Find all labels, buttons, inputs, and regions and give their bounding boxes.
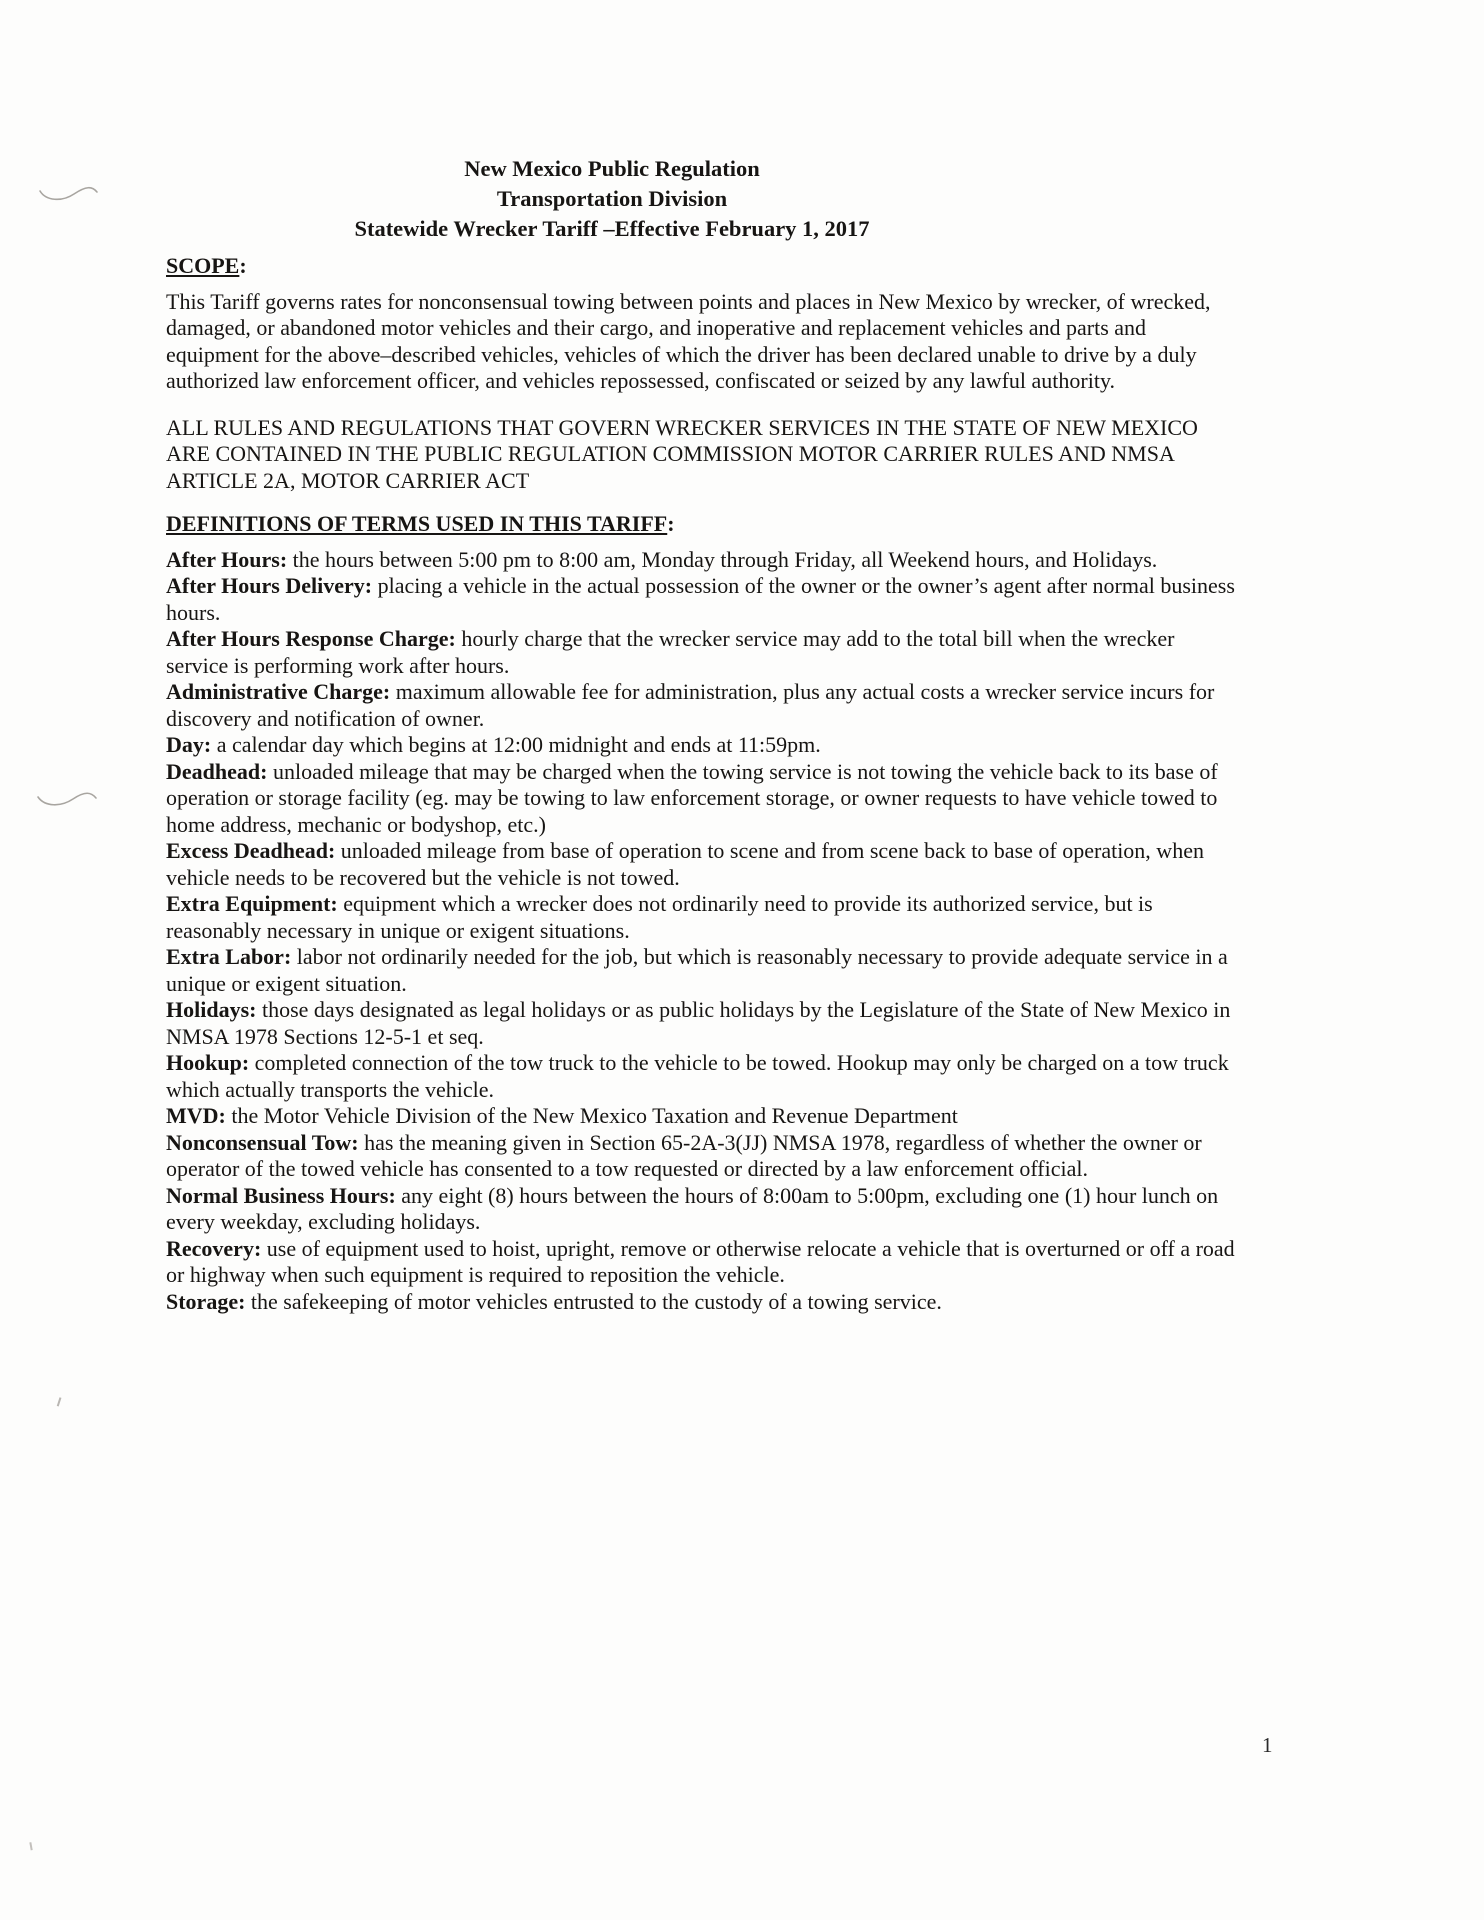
definition-text: the hours between 5:00 pm to 8:00 am, Monday through Friday, all Weekend hours, and Holidays. <box>292 546 1158 572</box>
definition-item <box>166 1130 1238 1183</box>
definition-term: After Hours: <box>166 546 288 572</box>
page-number: 1 <box>1262 1733 1273 1757</box>
title-line-2: Transportation Division <box>496 186 728 211</box>
definition-item <box>166 759 1238 839</box>
definitions-heading <box>166 511 1238 538</box>
definition-text: unloaded mileage from base of operation to scene and from scene back to base of operation, when vehicle needs to be recovered but the vehicle is not towed. <box>166 838 1204 890</box>
definition-text: those days designated as legal holidays or as public holidays by the Legislature of the State of New Mexico in NMSA 1978 Sections 12-5-1 et seq. <box>166 997 1231 1049</box>
definition-term: Storage: <box>166 1288 246 1314</box>
definition-item <box>166 838 1238 891</box>
definition-term: Holidays: <box>166 997 257 1022</box>
scope-heading-colon: : <box>239 253 247 278</box>
definition-item <box>166 1289 1238 1316</box>
definition-item <box>166 891 1238 944</box>
definitions-heading-text: DEFINITIONS OF TERMS USED IN THIS TARIFF <box>166 511 668 536</box>
definition-text: unloaded mileage that may be charged when the towing service is not towing the vehicle back to its base of operation or storage facility (eg. may be towing to law enforcement storage, or owner requests to have vehicle towed to home address, mechanic or bodyshop, etc.) <box>166 758 1218 837</box>
definition-term: Normal Business Hours: <box>166 1182 396 1208</box>
definition-term: Nonconsensual Tow: <box>166 1129 359 1155</box>
definition-text: equipment which a wrecker does not ordinarily need to provide its authorized service, but is reasonably necessary in unique or exigent situations. <box>166 891 1153 943</box>
document-title <box>166 154 1058 244</box>
definition-text: placing a vehicle in the actual possession of the owner or the owner’s agent after normal business hours. <box>166 573 1235 625</box>
definition-text: labor not ordinarily needed for the job, but which is reasonably necessary to provide adequate service in a unique or exigent situation. <box>166 944 1228 996</box>
definition-term: Deadhead: <box>166 758 268 784</box>
definition-text: the Motor Vehicle Division of the New Mexico Taxation and Revenue Department <box>231 1103 958 1128</box>
definition-term: Hookup: <box>166 1050 250 1075</box>
definition-item <box>166 1183 1238 1236</box>
scan-squiggle-icon <box>38 183 100 205</box>
definition-text: the safekeeping of motor vehicles entrusted to the custody of a towing service. <box>250 1288 942 1314</box>
scope-heading <box>166 253 1238 280</box>
definition-text: any eight (8) hours between the hours of 8:00am to 5:00pm, excluding one (1) hour lunch on every weekday, excluding holidays. <box>166 1182 1219 1234</box>
definition-term: Recovery: <box>166 1235 262 1261</box>
definition-text: use of equipment used to hoist, upright, remove or otherwise relocate a vehicle that is overturned or off a road or highway when such equipment is required to reposition the vehicle. <box>166 1235 1235 1287</box>
definition-item <box>166 1050 1238 1103</box>
definition-term: Excess Deadhead: <box>166 838 336 863</box>
definition-item <box>166 944 1238 997</box>
scope-paragraph: This Tariff governs rates for nonconsensual towing between points and places in New Mexico by wrecker, of wrecked, damaged, or abandoned motor vehicles and their cargo, and inoperative and replacement vehicles and parts and equipment for the above–described vehicles, vehicles of which the driver has been declared unable to drive by a duly authorized law enforcement officer, and vehicles repossessed, confiscated or seized by any lawful authority. <box>166 288 1211 393</box>
definition-item <box>166 1103 1238 1130</box>
definition-text: hourly charge that the wrecker service may add to the total bill when the wrecker service is performing work after hours. <box>166 626 1175 678</box>
definition-item <box>166 547 1238 574</box>
page-content <box>166 154 1238 1315</box>
definition-text: a calendar day which begins at 12:00 midnight and ends at 11:59pm. <box>216 732 821 757</box>
definitions-list <box>166 547 1238 1316</box>
scan-speck <box>29 1842 35 1851</box>
scan-speck <box>57 1397 65 1407</box>
definition-text: maximum allowable fee for administration, plus any actual costs a wrecker service incurs for discovery and notification of owner. <box>166 679 1215 731</box>
definitions-heading-colon: : <box>667 511 675 536</box>
definition-term: Day: <box>166 732 212 757</box>
scan-squiggle-icon <box>36 788 98 810</box>
definition-term: Extra Equipment: <box>166 891 338 916</box>
definition-item <box>166 997 1238 1050</box>
definition-term: Administrative Charge: <box>166 679 391 704</box>
title-line-3: Statewide Wrecker Tariff –Effective February 1, 2017 <box>354 216 870 241</box>
definition-item <box>166 573 1238 626</box>
definition-term: MVD: <box>166 1103 226 1128</box>
definition-term: After Hours Response Charge: <box>166 626 456 651</box>
title-line-1: New Mexico Public Regulation <box>464 156 760 181</box>
definition-term: Extra Labor: <box>166 944 292 969</box>
definition-item <box>166 679 1238 732</box>
definition-item <box>166 1236 1238 1289</box>
definition-item <box>166 732 1238 759</box>
definition-text: completed connection of the tow truck to the vehicle to be towed. Hookup may only be charged on a tow truck which actually transports the vehicle. <box>166 1050 1229 1102</box>
rules-paragraph: ALL RULES AND REGULATIONS THAT GOVERN WRECKER SERVICES IN THE STATE OF NEW MEXICO ARE CONTAINED IN THE PUBLIC REGULATION COMMISSION MOTOR CARRIER RULES AND NMSA ARTICLE 2A, MOTOR CARRIER ACT <box>166 414 1198 493</box>
definition-text: has the meaning given in Section 65-2A-3(JJ) NMSA 1978, regardless of whether the owner or operator of the towed vehicle has consented to a tow requested or directed by a law enforcement official. <box>166 1129 1202 1181</box>
scope-heading-text: SCOPE <box>166 253 240 278</box>
definition-item <box>166 626 1238 679</box>
definition-term: After Hours Delivery: <box>166 573 373 598</box>
